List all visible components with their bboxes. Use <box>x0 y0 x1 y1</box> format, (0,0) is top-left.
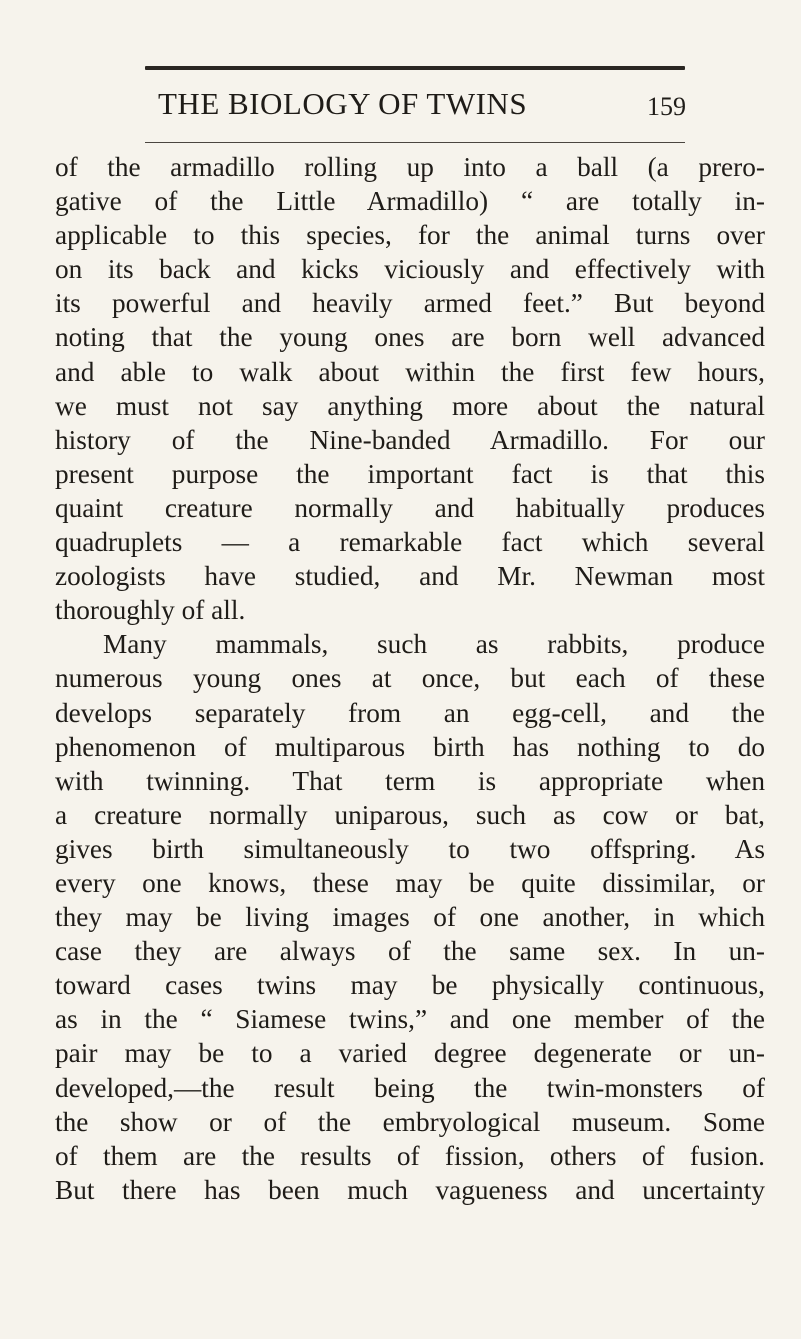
text-line: its powerful and heavily armed feet.” But beyond <box>55 288 765 319</box>
top-rule <box>145 66 685 70</box>
text-line: But there has been much vagueness and uncertainty <box>55 1174 765 1205</box>
text-line: quaint creature normally and habitually produces <box>55 492 765 523</box>
text-line: we must not say anything more about the natural <box>55 390 765 421</box>
text-line: gives birth simultaneously to two offspring. As <box>55 833 765 864</box>
page-number: 159 <box>647 92 686 121</box>
text-line: case they are always of the same sex. In un- <box>55 936 765 967</box>
text-line: noting that the young ones are born well advanced <box>55 322 765 353</box>
text-line: every one knows, these may be quite dissimilar, or <box>55 867 765 898</box>
head-rule <box>145 142 685 143</box>
text-line: present purpose the important fact is that this <box>55 458 765 489</box>
text-line: of the armadillo rolling up into a ball (a prero- <box>55 152 765 182</box>
text-line: as in the “ Siamese twins,” and one member of the <box>55 1004 765 1035</box>
text-line: gative of the Little Armadillo) “ are totally in- <box>55 186 765 217</box>
running-title: THE BIOLOGY OF TWINS <box>158 86 528 121</box>
text-line: the show or of the embryological museum. Some <box>55 1106 765 1137</box>
text-line: a creature normally uniparous, such as cow or bat, <box>55 799 765 830</box>
text-line: zoologists have studied, and Mr. Newman most <box>55 561 765 592</box>
text-line: on its back and kicks viciously and effectively with <box>55 254 765 285</box>
text-line: phenomenon of multiparous birth has nothing to do <box>55 731 765 762</box>
text-line: they may be living images of one another, in which <box>55 902 765 933</box>
body-text <box>55 150 765 1207</box>
text-line: of them are the results of fission, others of fusion. <box>55 1140 765 1171</box>
text-line: quadruplets — a remarkable fact which several <box>55 527 765 558</box>
text-line: thoroughly of all. <box>55 595 246 626</box>
text-line: history of the Nine-banded Armadillo. For our <box>55 424 765 455</box>
text-line: and able to walk about within the first few hours, <box>55 356 765 387</box>
running-head <box>158 86 686 128</box>
paragraph-1 <box>55 150 765 627</box>
text-line: Many mammals, such as rabbits, produce <box>103 629 765 660</box>
paragraph-2 <box>55 627 765 1207</box>
text-line: applicable to this species, for the animal turns over <box>55 220 765 251</box>
text-line: develops separately from an egg-cell, and the <box>55 697 765 728</box>
text-line: with twinning. That term is appropriate when <box>55 765 765 796</box>
text-line: developed,—the result being the twin-monsters of <box>55 1072 765 1103</box>
text-line: toward cases twins may be physically continuous, <box>55 970 765 1001</box>
text-line: pair may be to a varied degree degenerate or un- <box>55 1038 765 1069</box>
text-line: numerous young ones at once, but each of these <box>55 663 765 694</box>
